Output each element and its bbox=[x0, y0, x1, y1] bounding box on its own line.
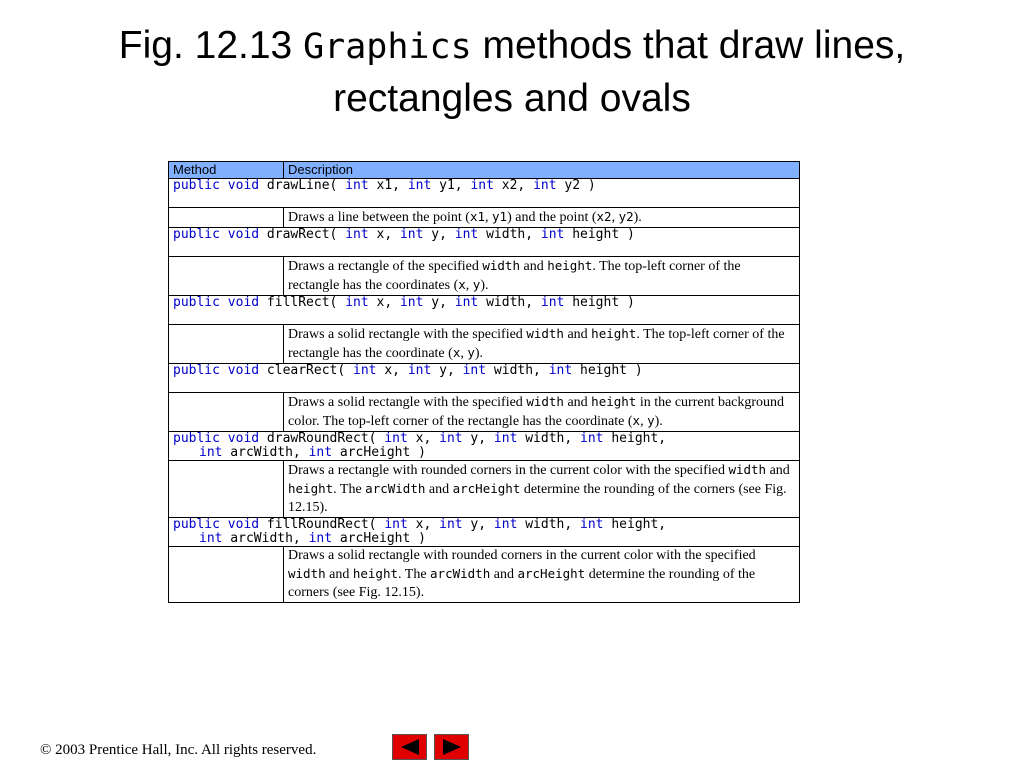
method-description-row bbox=[169, 325, 800, 364]
keyword: int bbox=[533, 178, 557, 193]
code-text: arcHeight ) bbox=[332, 531, 426, 546]
code-text: fillRoundRect( bbox=[259, 517, 385, 532]
keyword: int bbox=[384, 431, 408, 446]
table-header-row bbox=[169, 162, 800, 179]
keyword: int bbox=[345, 178, 369, 193]
code-text: height, bbox=[603, 431, 667, 446]
code-term: x1 bbox=[469, 209, 486, 224]
keyword: int bbox=[493, 431, 518, 446]
code-term: x bbox=[632, 413, 641, 428]
method-description bbox=[284, 325, 800, 364]
code-text: width, bbox=[517, 431, 581, 446]
method-description-row bbox=[169, 208, 800, 228]
header-method: Method bbox=[169, 162, 284, 179]
text-run: . The bbox=[398, 567, 431, 582]
method-description-row bbox=[169, 393, 800, 432]
code-term: y bbox=[472, 277, 481, 292]
keyword: public void bbox=[173, 363, 260, 378]
code-text: height ) bbox=[572, 363, 643, 378]
text-run: ). bbox=[633, 210, 642, 225]
text-run: and bbox=[766, 463, 790, 478]
text-run: . The top-left corner of the rectangle has the coordinates ( bbox=[288, 259, 741, 293]
keyword: int bbox=[407, 178, 432, 193]
method-description-row bbox=[169, 547, 800, 603]
code-term: width bbox=[526, 394, 564, 409]
text-run: , bbox=[640, 414, 648, 429]
code-text: y, bbox=[462, 431, 494, 446]
method-signature bbox=[169, 296, 800, 325]
title-prefix: Fig. 12.13 bbox=[118, 24, 293, 67]
text-run: . The top-left corner of the rectangle has the coordinate ( bbox=[288, 327, 785, 361]
left-arrow-icon bbox=[399, 738, 421, 756]
keyword: int bbox=[439, 431, 463, 446]
code-term: arcHeight bbox=[452, 481, 521, 496]
keyword: public void bbox=[173, 295, 260, 310]
method-description bbox=[284, 461, 800, 518]
code-text: arcHeight ) bbox=[332, 445, 426, 460]
method-description bbox=[284, 393, 800, 432]
code-text: x, bbox=[368, 227, 400, 242]
empty-cell bbox=[169, 208, 284, 228]
code-text: x, bbox=[376, 363, 408, 378]
keyword: int bbox=[384, 517, 408, 532]
code-term: width bbox=[728, 462, 767, 477]
code-text: y2 ) bbox=[556, 178, 596, 193]
code-term: y bbox=[647, 413, 655, 428]
empty-cell bbox=[169, 325, 284, 364]
code-term: height bbox=[352, 566, 399, 581]
method-signature-row bbox=[169, 296, 800, 325]
text-run: in the current background color. The top-left corner of the rectangle has the coordinate ( bbox=[288, 395, 785, 429]
text-run: and bbox=[520, 259, 548, 274]
keyword: int bbox=[493, 517, 518, 532]
prev-slide-button[interactable] bbox=[392, 734, 427, 760]
code-text: x, bbox=[407, 431, 440, 446]
code-term: y1 bbox=[492, 209, 508, 224]
code-text: drawRoundRect( bbox=[259, 431, 385, 446]
text-run: , bbox=[465, 278, 473, 293]
code-text: width, bbox=[478, 295, 541, 310]
code-text: height ) bbox=[564, 295, 635, 310]
code-term: x2 bbox=[596, 209, 612, 224]
right-arrow-icon bbox=[441, 738, 463, 756]
text-run: and bbox=[563, 395, 592, 410]
keyword: public void bbox=[173, 431, 260, 446]
text-run: determine the rounding of the corners (see Fig. 12.15). bbox=[288, 567, 756, 600]
keyword: int bbox=[454, 227, 479, 242]
keyword: int bbox=[580, 517, 604, 532]
code-term: height bbox=[591, 326, 637, 341]
code-text: drawLine( bbox=[259, 178, 346, 193]
code-term: y2 bbox=[618, 209, 634, 224]
keyword: int bbox=[454, 295, 479, 310]
keyword: int bbox=[462, 363, 487, 378]
title-rest: methods that draw lines, bbox=[482, 24, 906, 67]
code-term: x bbox=[452, 345, 461, 360]
code-term: height bbox=[591, 394, 637, 409]
code-text: y, bbox=[423, 295, 455, 310]
keyword: int bbox=[199, 531, 223, 546]
code-text: y1, bbox=[431, 178, 471, 193]
text-run: , bbox=[460, 346, 468, 361]
code-text: clearRect( bbox=[259, 363, 354, 378]
code-term: width bbox=[482, 258, 520, 273]
method-signature bbox=[169, 179, 800, 208]
keyword: int bbox=[308, 445, 333, 460]
code-text: y, bbox=[431, 363, 463, 378]
text-run: determine the rounding of the corners (see Fig. 12.15). bbox=[288, 482, 787, 515]
method-signature-row bbox=[169, 364, 800, 393]
code-term: y bbox=[467, 345, 475, 360]
method-description bbox=[284, 547, 800, 603]
keyword: int bbox=[407, 363, 432, 378]
text-run: ) and the point ( bbox=[507, 210, 597, 225]
method-signature bbox=[169, 432, 800, 461]
method-signature-row bbox=[169, 228, 800, 257]
text-run: , bbox=[611, 210, 619, 225]
text-run: Draws a rectangle with rounded corners in the current color with the specified bbox=[288, 463, 729, 478]
method-signature bbox=[169, 518, 800, 547]
method-signature bbox=[169, 228, 800, 257]
text-run: . The bbox=[333, 482, 366, 497]
keyword: int bbox=[353, 363, 377, 378]
code-term: x bbox=[458, 277, 466, 292]
code-text: x2, bbox=[493, 178, 534, 193]
keyword: int bbox=[399, 227, 424, 242]
method-description bbox=[284, 257, 800, 296]
code-text: width, bbox=[517, 517, 581, 532]
code-term: height bbox=[288, 481, 334, 496]
keyword: int bbox=[439, 517, 463, 532]
text-run: and bbox=[425, 482, 453, 497]
methods-table bbox=[168, 161, 800, 603]
slide-title bbox=[40, 20, 984, 125]
code-text: width, bbox=[478, 227, 541, 242]
code-text: arcWidth, bbox=[222, 445, 309, 460]
code-text: drawRect( bbox=[259, 227, 346, 242]
code-text: arcWidth, bbox=[222, 531, 309, 546]
empty-cell bbox=[169, 393, 284, 432]
method-description bbox=[284, 208, 800, 228]
keyword: int bbox=[470, 178, 494, 193]
code-term: height bbox=[547, 258, 593, 273]
text-run: ). bbox=[474, 346, 484, 361]
title-line-2: rectangles and ovals bbox=[333, 77, 691, 120]
code-text: height ) bbox=[564, 227, 635, 242]
code-term: width bbox=[526, 326, 564, 341]
method-description-row bbox=[169, 257, 800, 296]
code-term: arcWidth bbox=[430, 566, 491, 581]
empty-cell bbox=[169, 547, 284, 603]
text-run: Draws a solid rectangle with the specified bbox=[288, 327, 527, 342]
code-term: arcHeight bbox=[517, 566, 586, 581]
next-slide-button[interactable] bbox=[434, 734, 469, 760]
text-run: and bbox=[490, 567, 518, 582]
method-signature-row bbox=[169, 432, 800, 461]
header-description: Description bbox=[284, 162, 800, 179]
keyword: int bbox=[580, 431, 604, 446]
code-text: height, bbox=[603, 517, 667, 532]
title-code: Graphics bbox=[303, 27, 472, 67]
keyword: int bbox=[345, 227, 369, 242]
text-run: ). bbox=[654, 414, 663, 429]
code-text: width, bbox=[486, 363, 549, 378]
empty-cell bbox=[169, 461, 284, 518]
copyright-footer: © 2003 Prentice Hall, Inc. All rights reserved. bbox=[40, 742, 317, 758]
code-text: x, bbox=[368, 295, 400, 310]
text-run: , bbox=[485, 210, 493, 225]
code-text: x, bbox=[407, 517, 440, 532]
keyword: public void bbox=[173, 227, 260, 242]
method-signature-row bbox=[169, 518, 800, 547]
title-line-1 bbox=[40, 20, 984, 73]
keyword: int bbox=[540, 295, 565, 310]
keyword: int bbox=[399, 295, 424, 310]
code-term: arcWidth bbox=[365, 481, 426, 496]
keyword: int bbox=[540, 227, 565, 242]
code-text: y, bbox=[423, 227, 455, 242]
keyword: public void bbox=[173, 517, 260, 532]
text-run: Draws a line between the point ( bbox=[288, 210, 470, 225]
keyword: int bbox=[199, 445, 223, 460]
method-description-row bbox=[169, 461, 800, 518]
text-run: ). bbox=[480, 278, 489, 293]
empty-cell bbox=[169, 257, 284, 296]
code-term: width bbox=[288, 566, 326, 581]
code-text: fillRect( bbox=[259, 295, 346, 310]
text-run: Draws a rectangle of the specified bbox=[288, 259, 483, 274]
text-run: Draws a solid rectangle with the specified bbox=[288, 395, 527, 410]
text-run: Draws a solid rectangle with rounded corners in the current color with the specified bbox=[288, 548, 756, 563]
keyword: int bbox=[308, 531, 333, 546]
keyword: int bbox=[345, 295, 369, 310]
keyword: public void bbox=[173, 178, 260, 193]
method-signature bbox=[169, 364, 800, 393]
code-text: y, bbox=[462, 517, 494, 532]
keyword: int bbox=[548, 363, 573, 378]
text-run: and bbox=[563, 327, 592, 342]
code-text: x1, bbox=[368, 178, 408, 193]
method-signature-row bbox=[169, 179, 800, 208]
text-run: and bbox=[325, 567, 353, 582]
